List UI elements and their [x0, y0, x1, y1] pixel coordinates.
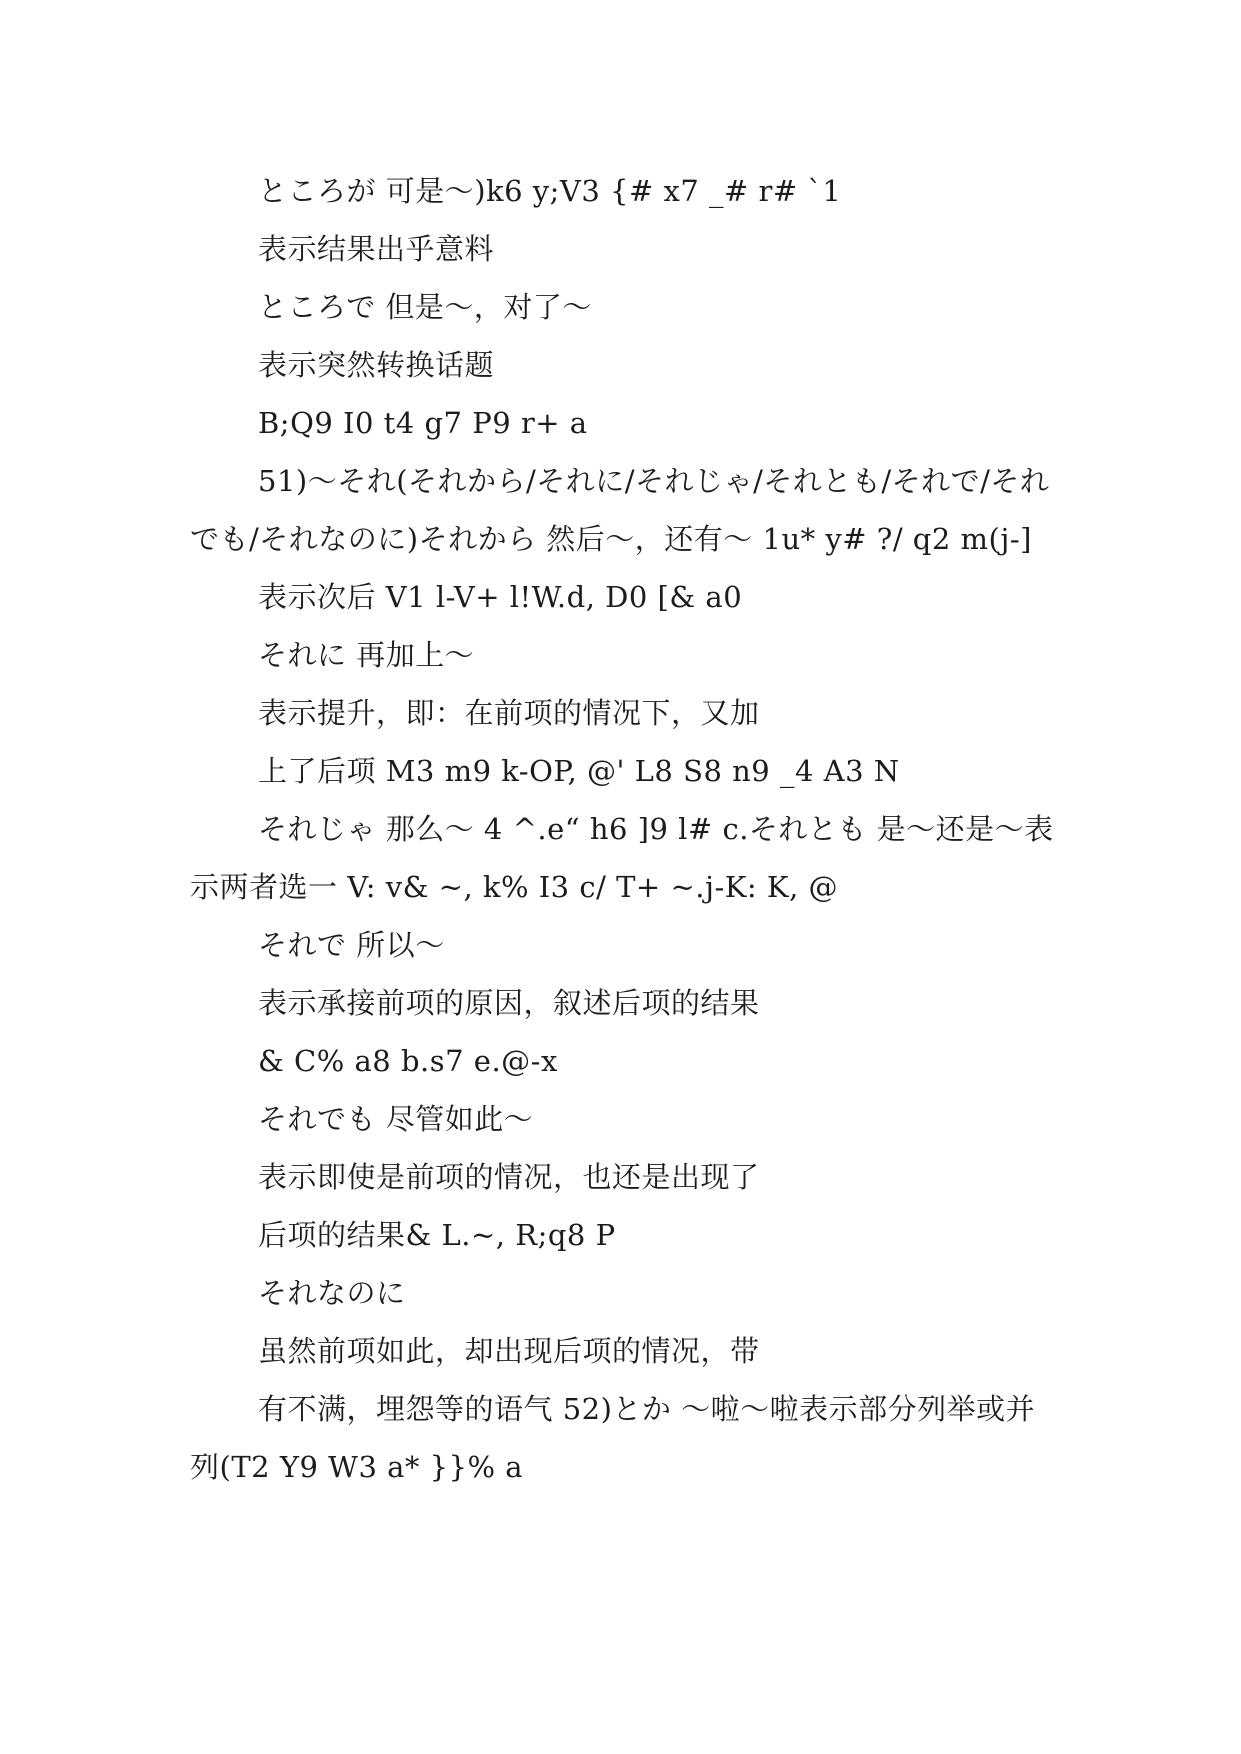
- text-line-11: それじゃ 那么～ 4 ^.e“ h6 ]9 l# c.それとも 是～还是～表示两者选一 V: v& ~, k% I3 c/ T+ ~.j-K: K, @: [190, 812, 1054, 904]
- text-line-2: 表示结果出乎意料: [258, 232, 495, 266]
- text-line-15: それでも 尽管如此～: [258, 1102, 534, 1136]
- text-line-8: それに 再加上～: [258, 638, 475, 672]
- text-line-10: 上了后项 M3 m9 k-OP, @' L8 S8 n9 _4 A3 N: [258, 754, 900, 788]
- text-line-20: 有不满，埋怨等的语气 52)とか ～啦～啦表示部分列举或并列(T2 Y9 W3 a* }}% a: [190, 1392, 1036, 1484]
- text-line-17: 后项的结果& L.~, R;q8 P: [258, 1218, 616, 1252]
- text-line-6: 51)～それ(それから/それに/それじゃ/それとも/それで/それでも/それなのに)それから 然后～，还有～ 1u* y# ?/ q2 m(j-]: [190, 464, 1050, 556]
- text-line-4: 表示突然转换话题: [258, 348, 495, 382]
- text-line-19: 虽然前项如此，却出现后项的情况，带: [258, 1334, 760, 1368]
- text-line-18: それなのに: [258, 1276, 406, 1310]
- text-line-13: 表示承接前项的原因，叙述后项的结果: [258, 986, 760, 1020]
- text-line-12: それで 所以～: [258, 928, 445, 962]
- text-line-9: 表示提升，即：在前项的情况下，又加: [258, 696, 760, 730]
- text-line-3: ところで 但是～，对了～: [258, 290, 592, 324]
- text-line-16: 表示即使是前项的情况，也还是出现了: [258, 1160, 760, 1194]
- document-body: [190, 162, 1060, 1496]
- text-line-1: ところが 可是～)k6 y;V3 {# x7 _# r# `1: [258, 174, 842, 208]
- text-line-14: & C% a8 b.s7 e.@-x: [258, 1044, 558, 1078]
- text-line-7: 表示次后 V1 l-V+ l!W.d, D0 [& a0: [258, 580, 743, 614]
- text-line-5: B;Q9 I0 t4 g7 P9 r+ a: [258, 406, 588, 440]
